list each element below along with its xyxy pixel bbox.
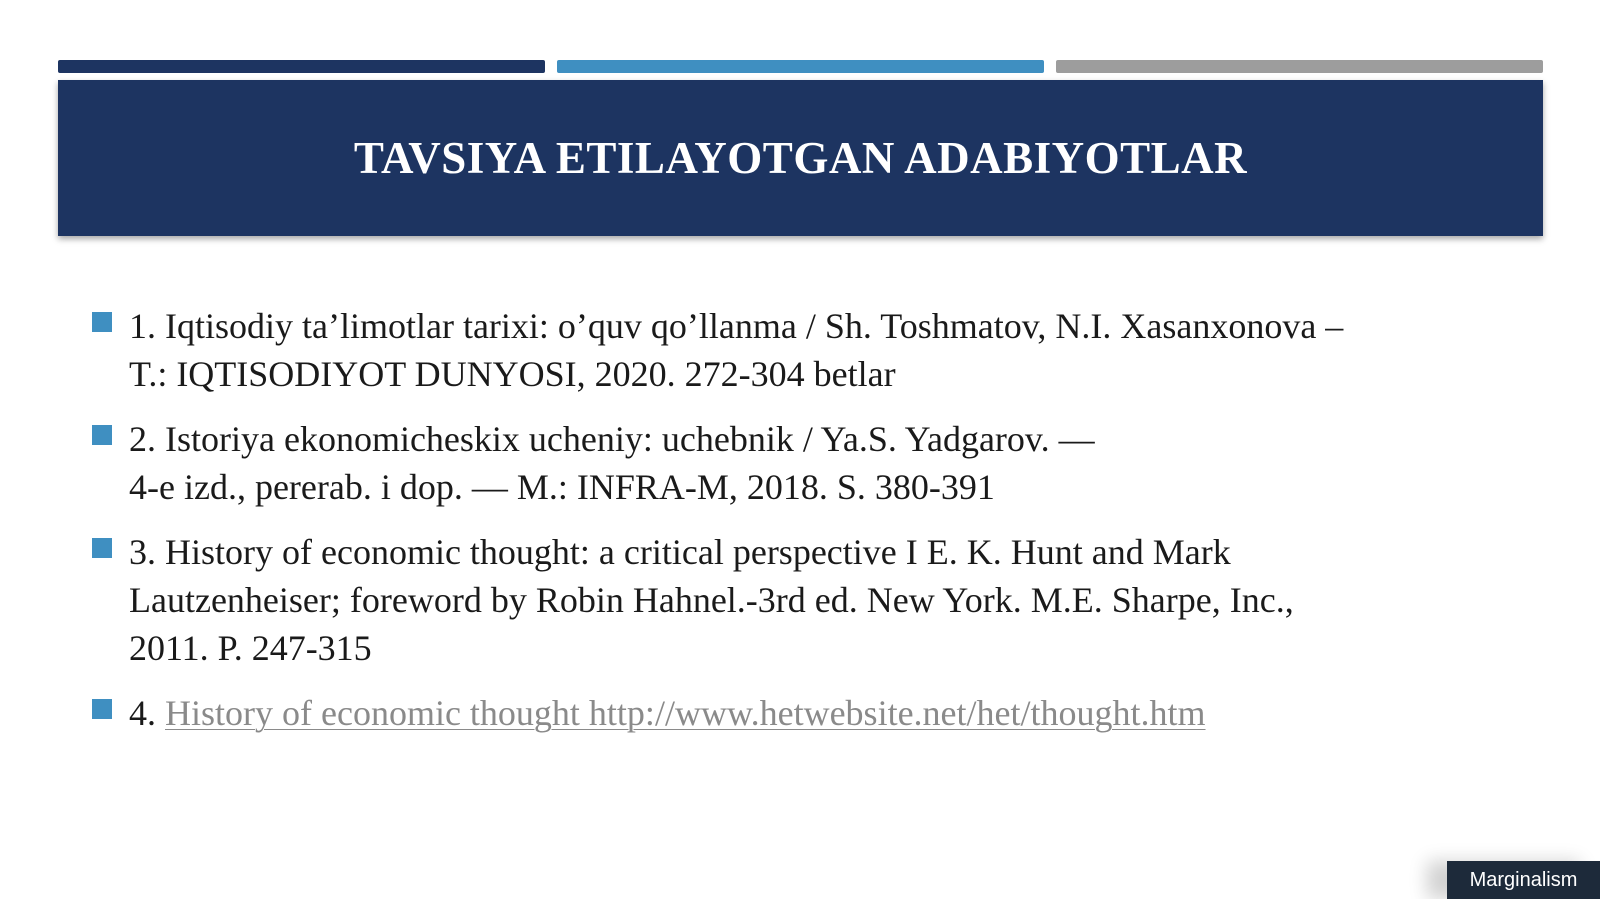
watermark-label: Marginalism [1469,868,1578,891]
reference-1-line-1: 1. Iqtisodiy ta’limotlar tarixi: o’quv qo’llanma / Sh. Toshmatov, N.I. Xasanxonova – [129,306,1344,346]
square-bullet-icon [92,312,112,332]
reference-3-line-2: Lautzenheiser; foreword by Robin Hahnel.-3rd ed. New York. M.E. Sharpe, Inc., [129,580,1294,620]
reference-3-line-1: 3. History of economic thought: a critical perspective I E. K. Hunt and Mark [129,532,1231,572]
square-bullet-icon [92,425,112,445]
reference-4-link[interactable]: History of economic thought http://www.hetwebsite.net/het/thought.htm [165,693,1206,733]
accent-bar-navy [58,60,545,73]
slide-title: TAVSIYA ETILAYOTGAN ADABIYOTLAR [353,133,1248,183]
reference-item-3 [92,528,1512,672]
reference-item-2 [92,415,1512,511]
reference-item-1 [92,302,1512,398]
square-bullet-icon [92,538,112,558]
square-bullet-icon [92,699,112,719]
reference-4-prefix: 4. [129,693,165,733]
accent-bar-blue [557,60,1044,73]
reference-1-line-2: T.: IQTISODIYOT DUNYOSI, 2020. 272-304 betlar [129,354,896,394]
reference-2-line-1: 2. Istoriya ekonomicheskix ucheniy: uchebnik / Ya.S. Yadgarov. — [129,419,1095,459]
reference-2-line-2: 4-e izd., pererab. i dop. — M.: INFRA-M, 2018. S. 380-391 [129,467,995,507]
reference-list [92,302,1512,754]
title-banner [58,80,1543,236]
watermark-badge [1447,861,1600,899]
reference-3-line-3: 2011. P. 247-315 [129,628,372,668]
reference-item-4 [92,689,1512,737]
accent-bar-gray [1056,60,1543,73]
